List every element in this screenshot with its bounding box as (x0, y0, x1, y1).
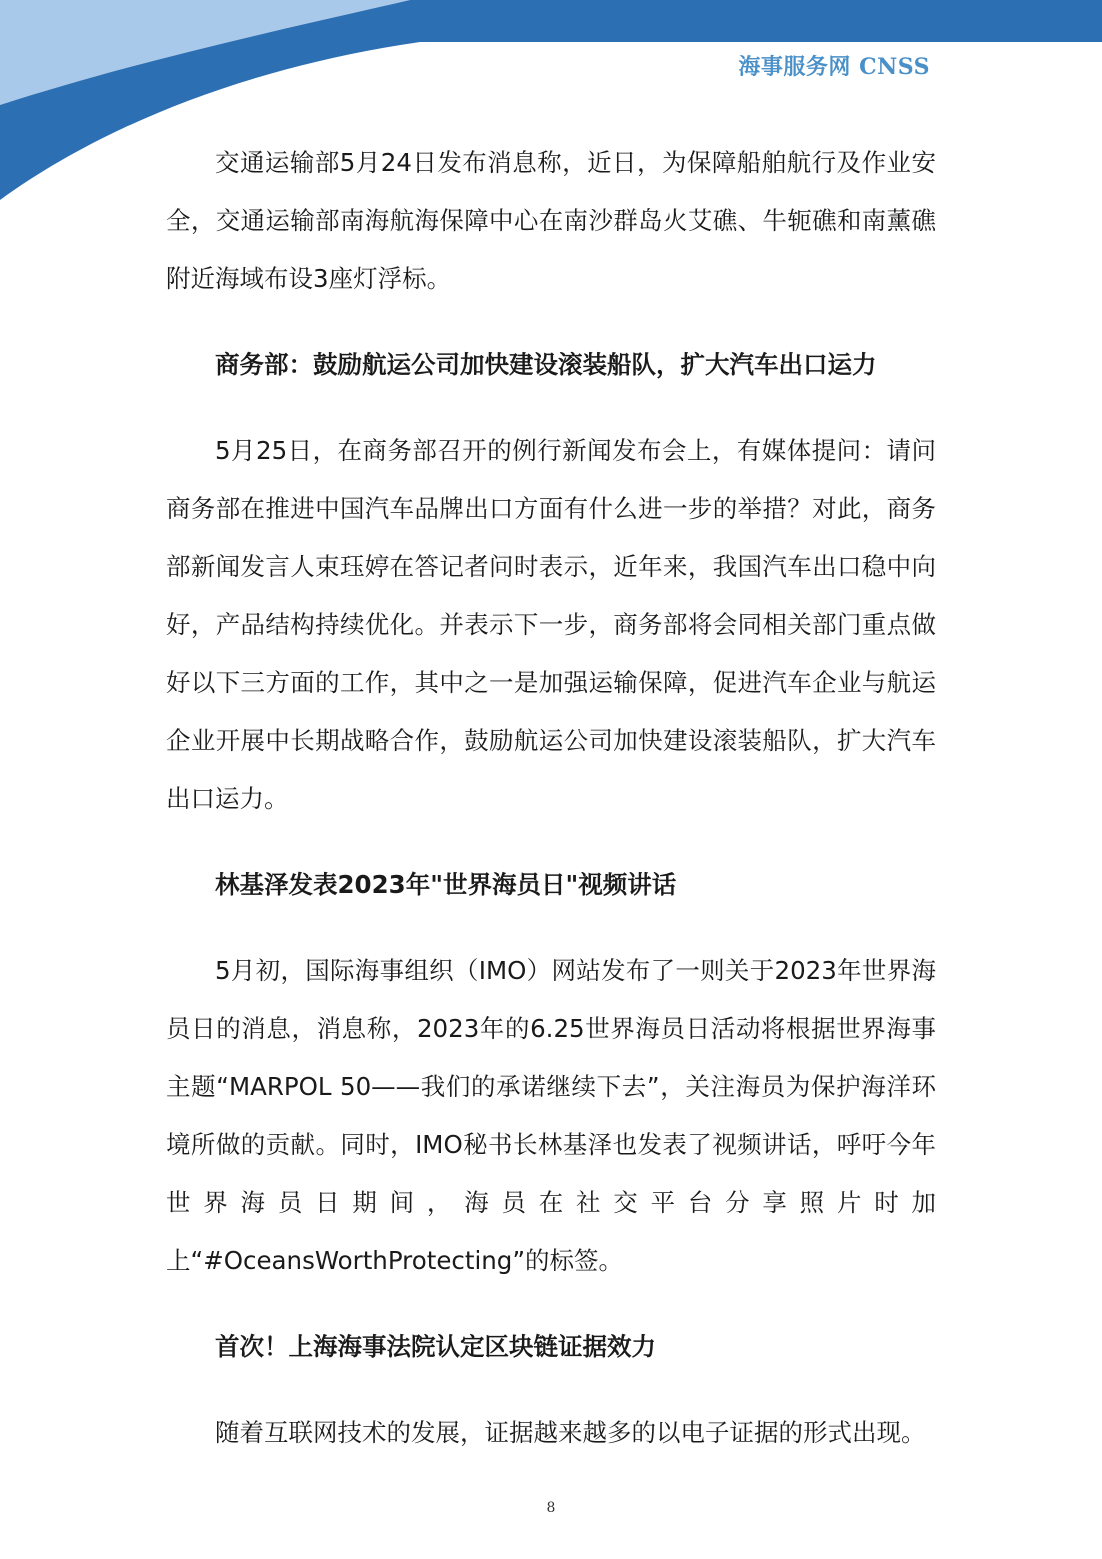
page-number: 8 (546, 1500, 556, 1516)
heading-blockchain-evidence: 首次！上海海事法院认定区块链证据效力 (215, 1332, 656, 1361)
heading-seafarer-day: 林基泽发表2023年"世界海员日"视频讲话 (215, 870, 677, 899)
heading-mofcom-roro: 商务部：鼓励航运公司加快建设滚装船队，扩大汽车出口运力 (215, 350, 877, 379)
paragraph-blockchain-evidence: 随着互联网技术的发展，证据越来越多的以电子证据的形式出现。 (215, 1418, 926, 1447)
paragraph-lighthouse-buoys: 交通运输部5月24日发布消息称，近日，为保障船舶航行及作业安全，交通运输部南海航海保障中心在南沙群岛火艾礁、牛轭礁和南薰礁附近海域布设3座灯浮标。 (166, 148, 936, 293)
article-body (166, 134, 936, 1490)
paragraph-mofcom-press: 5月25日，在商务部召开的例行新闻发布会上，有媒体提问：请问商务部在推进中国汽车品牌出口方面有什么进一步的举措？对此，商务部新闻发言人束珏婷在答记者问时表示，近年来，我国汽车出口稳中向好，产品结构持续优化。并表示下一步，商务部将会同相关部门重点做好以下三方面的工作，其中之一是加强运输保障，促进汽车企业与航运企业开展中长期战略合作，鼓励航运公司加快建设滚装船队，扩大汽车出口运力。 (166, 436, 936, 813)
paragraph-seafarer-day: 5月初，国际海事组织（IMO）网站发布了一则关于2023年世界海员日的消息，消息称，2023年的6.25世界海员日活动将根据世界海事主题“MARPOL 50——我们的承诺继续下去”，关注海员为保护海洋环境所做的贡献。同时，IMO秘书长林基泽也发表了视频讲话，呼吁今年世界海员日期间，海员在社交平台分享照片时加上“#OceansWorthProtecting”的标签。 (166, 956, 936, 1275)
brand-label: 海事服务网 CNSS (738, 54, 930, 80)
